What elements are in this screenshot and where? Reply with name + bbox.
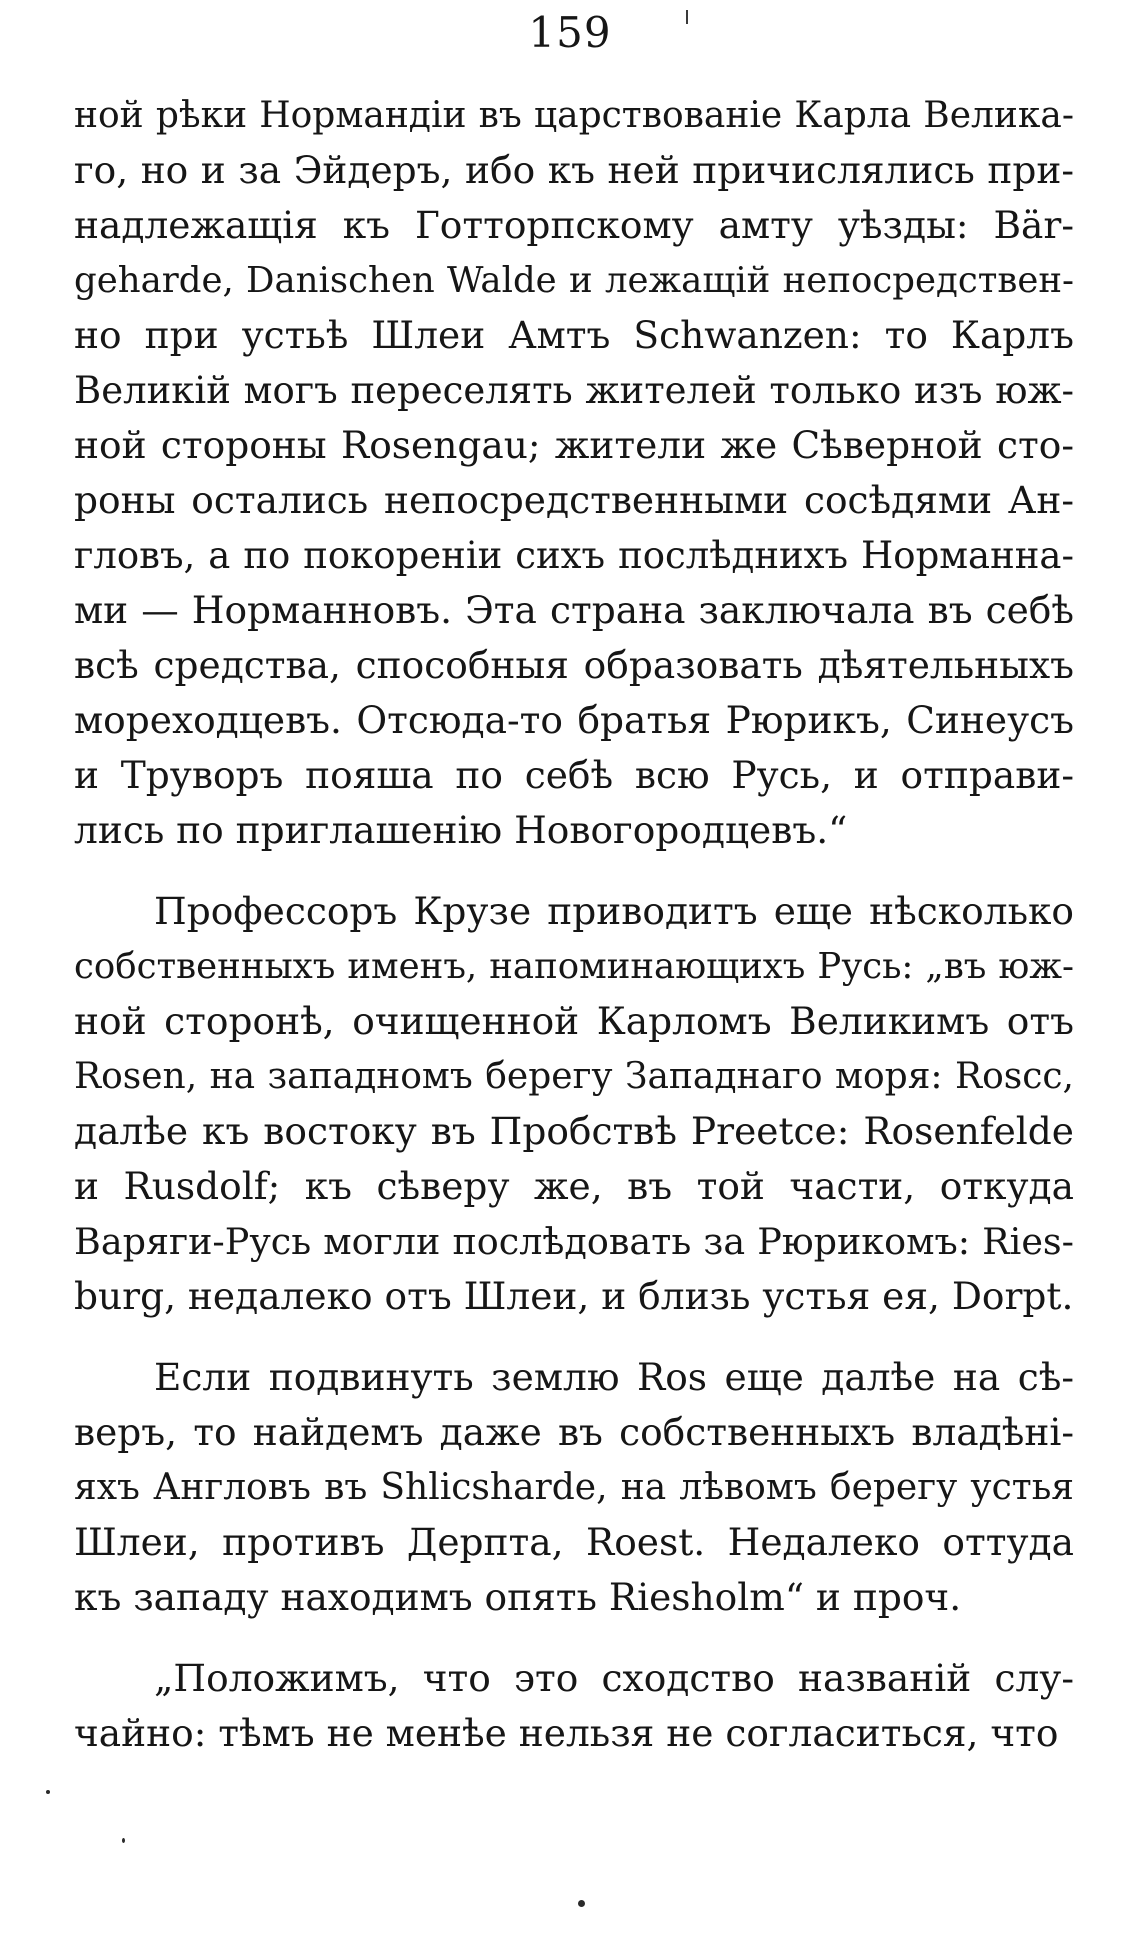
page-number: 159: [528, 8, 612, 57]
paragraph: [74, 88, 1074, 858]
text-line: чайно: тѣмъ не менѣе нельзя не согласиться, что: [74, 1711, 1059, 1755]
scan-speck: [578, 1900, 585, 1907]
text-line: всѣ средства, способныя образовать дѣятельныхъ: [74, 643, 1074, 687]
text-line: роны остались непосредственными сосѣдями Ан-: [74, 478, 1074, 522]
scan-speck: [122, 1838, 125, 1843]
text-line: го, но и за Эйдеръ, ибо къ ней причислялись при-: [74, 148, 1074, 192]
text-line: ной сторонѣ, очищенной Карломъ Великимъ отъ: [74, 999, 1074, 1043]
text-line: Rosen, на западномъ берегу Западнаго моря: Roscc,: [74, 1056, 1074, 1097]
scan-mark: [686, 10, 688, 24]
text-line: мореходцевъ. Отсюда-то братья Рюрикъ, Синеусъ: [74, 698, 1074, 742]
text-line: и Rusdolf; къ сѣверу же, въ той части, откуда: [74, 1164, 1074, 1208]
text-line: надлежащія къ Готторпскому амту уѣзды: Bär-: [74, 203, 1074, 247]
text-line: burg, недалеко отъ Шлеи, и близь устья ея, Dorpt.: [74, 1274, 1074, 1318]
text-line: geharde, Danischen Walde и лежащій непосредствен-: [74, 260, 1074, 301]
text-line: ной рѣки Нормандіи въ царствованіе Карла Велика-: [74, 95, 1074, 136]
paragraph: [74, 1651, 1074, 1761]
text-line: ной стороны Rosengau; жители же Сѣверной сто-: [74, 423, 1074, 467]
text-line: Варяги-Русь могли послѣдовать за Рюрикомъ: Ries-: [74, 1220, 1074, 1263]
paragraph: [74, 884, 1074, 1324]
text-line: Если подвинуть землю Ros еще далѣе на сѣ-: [154, 1355, 1074, 1399]
paragraph: [74, 1350, 1074, 1625]
text-line: Профессоръ Крузе приводитъ еще нѣсколько: [154, 889, 1074, 933]
scan-speck: [46, 1790, 50, 1794]
text-line: собственныхъ именъ, напоминающихъ Русь: „въ юж-: [74, 946, 1074, 987]
text-line: яхъ Англовъ въ Shlicsharde, на лѣвомъ берегу устья: [74, 1467, 1074, 1508]
text-line: къ западу находимъ опять Riesholm“ и проч.: [74, 1575, 962, 1619]
text-line: далѣе къ востоку въ Пробствѣ Preetce: Rosenfelde: [74, 1109, 1074, 1153]
text-line: ми — Норманновъ. Эта страна заключала въ себѣ: [74, 588, 1074, 632]
text-line: Великій могъ переселять жителей только изъ юж-: [74, 369, 1074, 412]
text-line: Шлеи, противъ Дерпта, Roest. Недалеко оттуда: [74, 1520, 1074, 1564]
text-line: лись по приглашенію Новогородцевъ.“: [74, 808, 848, 852]
page-text: [74, 88, 1074, 1761]
text-line: но при устьѣ Шлеи Амтъ Schwanzen: то Карлъ: [74, 313, 1074, 357]
text-line: и Труворъ пояша по себѣ всю Русь, и отправи-: [74, 753, 1074, 797]
text-line: „Положимъ, что это сходство названій слу-: [154, 1656, 1074, 1700]
text-line: веръ, то найдемъ даже въ собственныхъ владѣні-: [74, 1410, 1074, 1454]
text-line: гловъ, а по покореніи сихъ послѣднихъ Норманна-: [74, 534, 1074, 577]
